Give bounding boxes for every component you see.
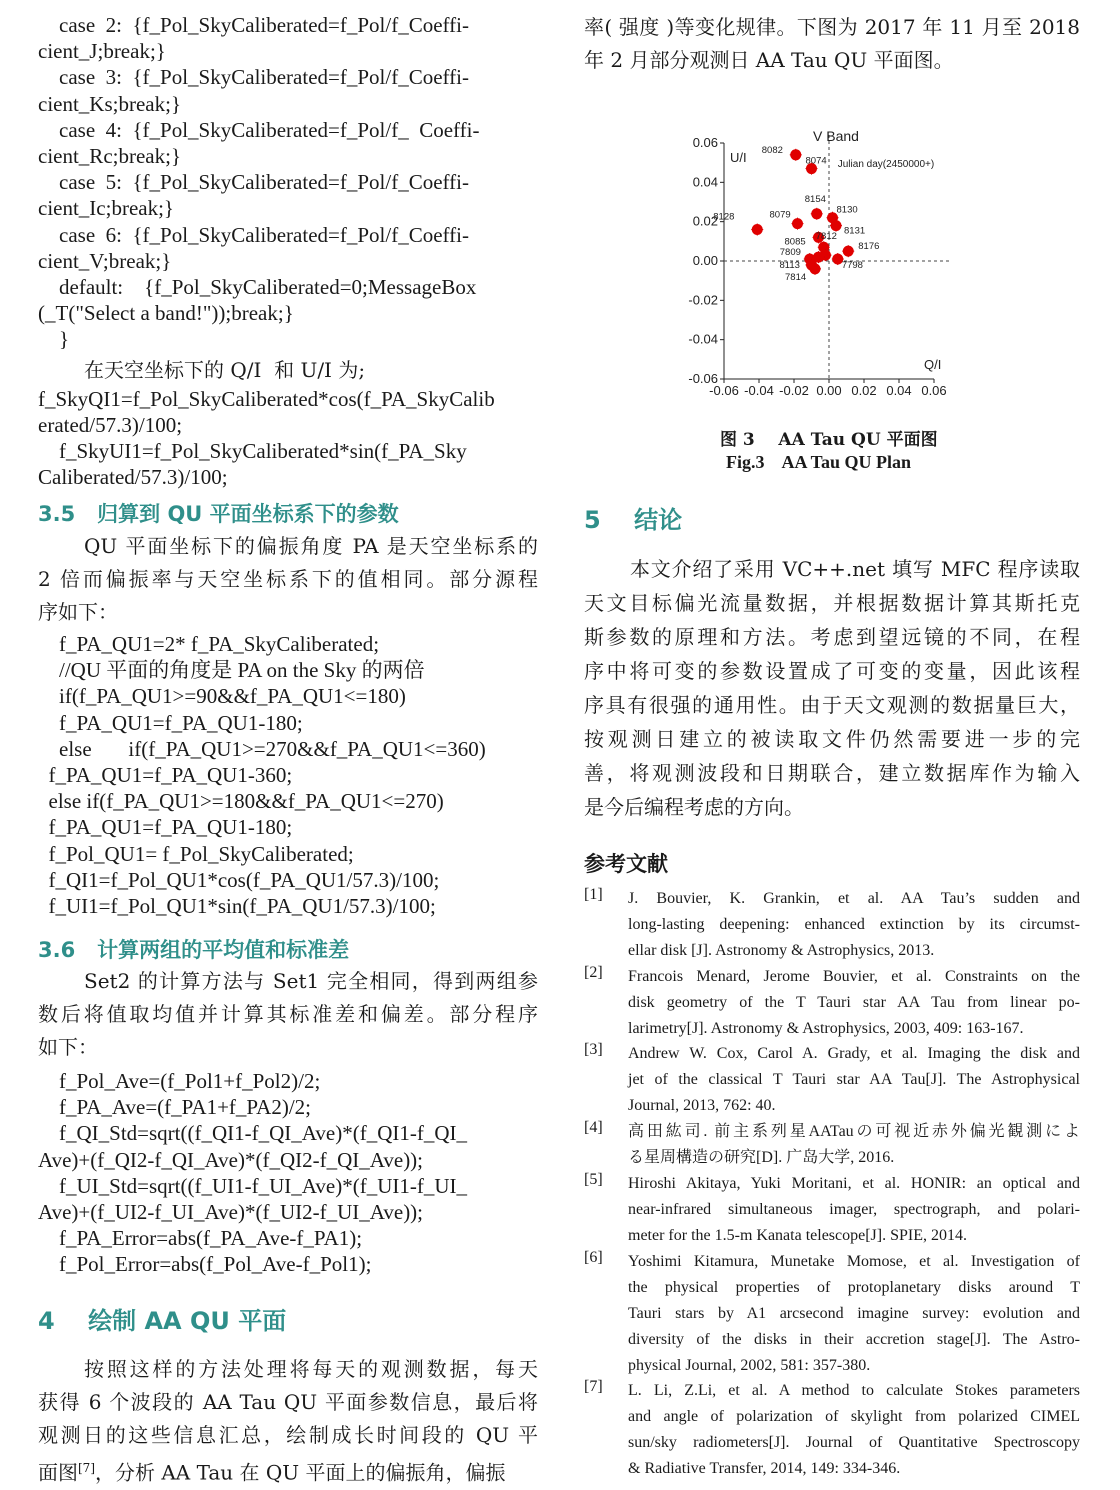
code-line: cient_V;break;} [38, 248, 172, 273]
reference-number: [5] [584, 1170, 603, 1188]
x-axis-label: Q/I [924, 357, 942, 372]
point-label: 8128 [713, 211, 735, 223]
code-line: Ave)+(f_UI2-f_UI_Ave)*(f_UI2-f_UI_Ave)); [38, 1200, 424, 1224]
reference-line: Journal, 2013, 762: 40. [628, 1097, 776, 1115]
para35-line: QU 平面坐标下的偏振角度 PA 是天空坐标系的 [84, 534, 538, 558]
reference-line: L. Li, Z.Li, et al. A method to calculate Stokes parameters [628, 1382, 1080, 1400]
code-line: f_UI_Std=sqrt((f_UI1-f_UI_Ave)*(f_UI1-f_UI_ [38, 1173, 468, 1198]
code-line: case 4: {f_Pol_SkyCaliberated=f_Pol/f_ Coeffi- [38, 117, 480, 142]
reference-number: [1] [584, 886, 603, 903]
qu-plane-scatter-chart [684, 126, 954, 412]
sky-coordinates-intro: 在天空坐标下的 Q/I 和 U/I 为; [84, 358, 366, 382]
point-label: 8130 [836, 204, 858, 216]
data-point [831, 220, 842, 231]
code-line: else if(f_PA_QU1>=180&&f_PA_QU1<=270) [38, 789, 444, 814]
para4-line: 按照这样的方法处理将每天的观测数据，每天 [84, 1357, 538, 1381]
point-label: 8079 [769, 209, 791, 221]
code-line: f_PA_QU1=f_PA_QU1-180; [38, 710, 303, 735]
code-line: f_Pol_Ave=(f_Pol1+f_Pol2)/2; [38, 1069, 321, 1093]
code-line: f_PA_QU1=2* f_PA_SkyCaliberated; [38, 632, 380, 656]
point-label: 7814 [785, 271, 807, 283]
para35-line: 序如下： [38, 600, 118, 624]
x-tick-label: -0.04 [744, 383, 774, 398]
para35-line: 2 倍而偏振率与天空坐标系下的值相同。部分源程 [38, 567, 538, 591]
reference-number: [7] [584, 1378, 603, 1396]
data-point [843, 246, 854, 257]
data-point [792, 218, 803, 229]
x-tick-label: 0.06 [921, 383, 947, 398]
reference-line: Hiroshi Akitaya, Yuki Moritani, et al. HONIR: an optical and [628, 1174, 1080, 1192]
reference-line: J. Bouvier, K. Grankin, et al. AA Tau’s sudden and [628, 890, 1080, 907]
x-tick-label: 0.00 [816, 383, 842, 398]
code-line: case 5: {f_Pol_SkyCaliberated=f_Pol/f_Coeffi- [38, 170, 469, 195]
data-point [811, 208, 822, 219]
section-3-6-heading: 3.6 计算两组的平均值和标准差 [38, 938, 350, 962]
para36-line: 如下： [38, 1035, 98, 1059]
y-axis-label: U/I [730, 150, 747, 165]
code-line: f_PA_Error=abs(f_PA_Ave-f_PA1); [38, 1226, 363, 1251]
point-label: 7798 [841, 260, 863, 272]
point-label: 8131 [844, 225, 866, 237]
reference-line: る星周構造の研究[D]. 广岛大学, 2016. [628, 1149, 895, 1167]
para5-line: 善，将观测波段和日期联合，建立数据库作为输入 [584, 761, 1080, 785]
para4-text: ，分析 AA Tau 在 QU 平面上的偏振角，偏振 [95, 1460, 506, 1485]
section-4-heading: 4 绘制 AA QU 平面 [38, 1307, 287, 1335]
para-top-line: 年 2 月部分观测日 AA Tau QU 平面图。 [584, 48, 954, 72]
x-tick-label: 0.02 [851, 383, 877, 398]
reference-line: long-lasting deepening: enhanced extinction by its circumst- [628, 916, 1080, 933]
figure-caption-cn: 图 3 AA Tau QU 平面图 [720, 430, 938, 450]
reference-line: 高田紘司. 前主系列星AATauの可视近赤外偏光観測によ [628, 1123, 1080, 1141]
code-line: f_SkyQI1=f_Pol_SkyCaliberated*cos(f_PA_SkyCalib [38, 387, 495, 411]
code-line: cient_Ic;break;} [38, 196, 175, 221]
code-line: //QU 平面的角度是 PA on the Sky 的两倍 [38, 658, 425, 683]
reference-number: [4] [584, 1119, 603, 1137]
reference-line: jet of the classical T Tauri star AA Tau[J]. The Astrophysical [628, 1071, 1080, 1089]
reference-line: diversity of the disks in their accretion stage[J]. The Astro- [628, 1330, 1080, 1348]
reference-line: Yoshimi Kitamura, Munetake Momose, et al. Investigation of [628, 1252, 1080, 1270]
para5-line: 序中将可变的参数设置成了可变的变量，因此该程 [584, 659, 1080, 683]
references-heading: 参考文献 [584, 852, 668, 876]
reference-number: [2] [584, 963, 603, 981]
point-label: 8074 [805, 155, 827, 167]
point-label: 8082 [761, 144, 783, 156]
code-line: f_Pol_Error=abs(f_Pol_Ave-f_Pol1); [38, 1252, 372, 1277]
code-line: case 3: {f_Pol_SkyCaliberated=f_Pol/f_Coeffi- [38, 65, 469, 90]
reference-line: ellar disk [J]. Astronomy & Astrophysics, 2013. [628, 942, 935, 959]
code-line: f_QI_Std=sqrt((f_QI1-f_QI_Ave)*(f_QI1-f_QI_ [38, 1121, 468, 1146]
reference-line: physical Journal, 2002, 581: 357-380. [628, 1356, 871, 1374]
reference-line: the physical properties of protoplanetary disks around T [628, 1278, 1080, 1296]
code-line: cient_Ks;break;} [38, 91, 182, 116]
chart-annotation: Julian day(2450000+) [837, 159, 935, 170]
para-top-line: 率( 强度 )等变化规律。下图为 2017 年 11 月至 2018 [584, 15, 1080, 39]
x-tick-label: -0.06 [709, 383, 739, 398]
code-line: else if(f_PA_QU1>=270&&f_PA_QU1<=360) [38, 736, 486, 761]
figure-caption-en: Fig.3 AA Tau QU Plan [726, 452, 912, 472]
para4-line: 观测日的这些信息汇总，绘制成长时间段的 QU 平 [38, 1423, 538, 1447]
reference-line: Tauri stars by A1 arcsecond imagine survey: evolution and [628, 1304, 1080, 1322]
point-label: 8085 [784, 236, 806, 248]
reference-line: & Radiative Transfer, 2014, 149: 334-346. [628, 1460, 901, 1478]
reference-line: near-infrared simultaneous imager, spectrograph, and polari- [628, 1200, 1080, 1218]
para5-line: 本文介绍了采用 VC++.net 填写 MFC 程序读取 [630, 557, 1080, 581]
para4-line-last [38, 1455, 506, 1486]
y-tick-label: 0.04 [692, 174, 718, 190]
code-line: f_Pol_QU1= f_Pol_SkyCaliberated; [38, 841, 354, 866]
code-line: f_QI1=f_Pol_QU1*cos(f_PA_QU1/57.3)/100; [38, 867, 440, 892]
code-line: cient_J;break;} [38, 39, 166, 64]
reference-line: Andrew W. Cox, Carol A. Grady, et al. Imaging the disk and [628, 1045, 1080, 1063]
y-tick-label: -0.06 [688, 371, 718, 386]
code-line: (_T("Select a band!"));break;} [38, 301, 294, 326]
reference-line: meter for the 1.5-m Kanata telescope[J]. SPIE, 2014. [628, 1226, 968, 1244]
para4-text: 面图 [38, 1460, 78, 1485]
section-3-5-heading: 3.5 归算到 QU 平面坐标系下的参数 [38, 502, 399, 526]
code-line: f_PA_QU1=f_PA_QU1-360; [38, 763, 293, 787]
code-line: Ave)+(f_QI2-f_QI_Ave)*(f_QI2-f_QI_Ave)); [38, 1147, 424, 1172]
para5-line: 斯参数的原理和方法。考虑到望远镜的不同，在程 [584, 625, 1080, 649]
point-label: 7812 [815, 231, 837, 243]
data-point [810, 263, 821, 274]
code-line: cient_Rc;break;} [38, 144, 182, 168]
data-point [752, 224, 763, 235]
reference-line: and angle of polarization of skylight from polarized CIMEL [628, 1408, 1080, 1426]
para36-line: 数后将值取均值并计算其标准差和偏差。部分程序 [38, 1002, 538, 1026]
code-line: case 2: {f_Pol_SkyCaliberated=f_Pol/f_Coeffi- [38, 13, 469, 37]
para4-line: 获得 6 个波段的 AA Tau QU 平面参数信息，最后将 [38, 1390, 538, 1414]
reference-line: larimetry[J]. Astronomy & Astrophysics, 2003, 409: 163-167. [628, 1019, 1024, 1037]
code-line: Caliberated/57.3)/100; [38, 465, 228, 489]
data-point [813, 252, 824, 263]
reference-line: sun/sky radiometers[J]. Journal of Quantitative Spectroscopy [628, 1434, 1080, 1452]
reference-number: [3] [584, 1041, 603, 1059]
para5-line: 天文目标偏光流量数据，并根据数据计算其斯托克 [584, 591, 1080, 615]
data-point [790, 149, 801, 160]
y-tick-label: 0.02 [692, 213, 718, 229]
code-line: } [38, 327, 70, 352]
y-tick-label: 0.00 [692, 253, 718, 268]
code-line: default: {f_Pol_SkyCaliberated=0;MessageBox [38, 275, 477, 299]
code-line: f_PA_Ave=(f_PA1+f_PA2)/2; [38, 1095, 311, 1120]
x-tick-label: 0.04 [886, 383, 912, 398]
code-line: erated/57.3)/100; [38, 413, 183, 437]
y-tick-label: -0.04 [688, 331, 718, 347]
point-label: 8176 [858, 241, 880, 253]
section-5-heading: 5 结论 [584, 506, 683, 534]
point-label: 8154 [804, 193, 826, 205]
citation-7: [7] [78, 1461, 95, 1475]
reference-line: disk geometry of the T Tauri star AA Tau from linear po- [628, 993, 1080, 1011]
code-line: f_UI1=f_Pol_QU1*sin(f_PA_QU1/57.3)/100; [38, 894, 436, 918]
point-label: 7809 [779, 247, 801, 259]
para5-line: 序具有很强的通用性。由于天文观测的数据量巨大， [584, 693, 1080, 717]
reference-number: [6] [584, 1248, 603, 1266]
point-label: 8113 [779, 259, 800, 271]
para5-line: 是今后编程考虑的方向。 [584, 795, 804, 819]
para36-line: Set2 的计算方法与 Set1 完全相同，得到两组参 [84, 969, 538, 993]
code-line: if(f_PA_QU1>=90&&f_PA_QU1<=180) [38, 684, 406, 709]
x-tick-label: -0.02 [779, 383, 809, 398]
code-line: f_PA_QU1=f_PA_QU1-180; [38, 815, 293, 840]
code-line: f_SkyUI1=f_Pol_SkyCaliberated*sin(f_PA_Sky [38, 439, 467, 463]
y-tick-label: -0.02 [688, 292, 718, 308]
reference-line: Francois Menard, Jerome Bouvier, et al. Constraints on the [628, 967, 1080, 985]
para5-line: 按观测日建立的被读取文件仍然需要进一步的完 [584, 727, 1080, 751]
y-tick-label: 0.06 [692, 135, 718, 150]
chart-title: V Band [813, 128, 859, 144]
code-line: case 6: {f_Pol_SkyCaliberated=f_Pol/f_Coeffi- [38, 222, 469, 247]
